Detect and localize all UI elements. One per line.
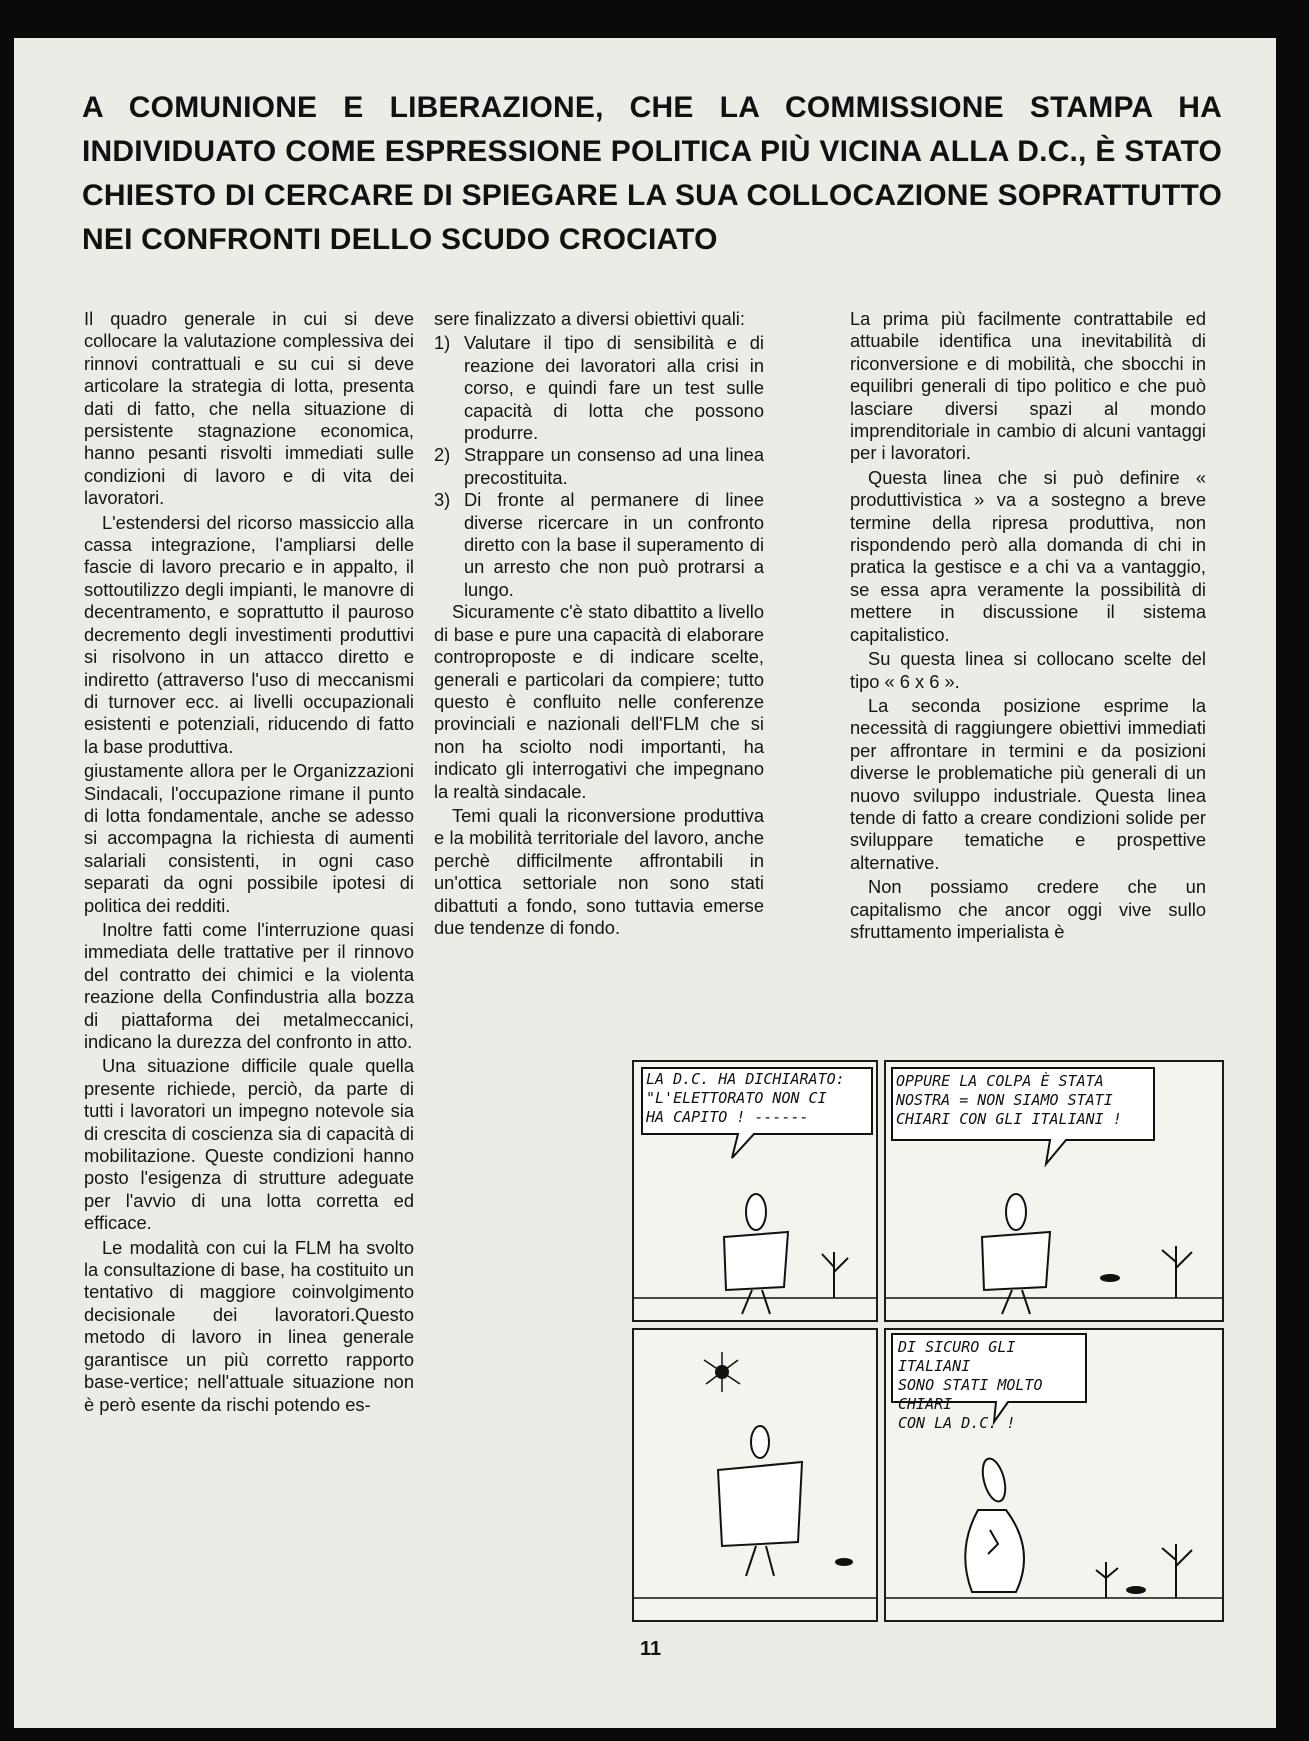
speech-text: HA CAPITO ! ------ xyxy=(646,1108,809,1126)
speech-text: "L'ELETTORATO NON CI xyxy=(646,1089,827,1107)
list-item xyxy=(434,332,764,444)
list-text: Strappare un consenso ad una linea precostituita. xyxy=(464,444,764,488)
speech-text: DI SICURO GLI ITALIANI xyxy=(898,1338,1016,1375)
comic-panel-4 xyxy=(884,1328,1224,1622)
list-item xyxy=(434,489,764,601)
comic-drawing-3 xyxy=(634,1330,876,1620)
paragraph: sere finalizzato a diversi obiettivi quali: xyxy=(434,308,745,329)
paragraph: Le modalità con cui la FLM ha svolto la consultazione di base, ha costituito un tentativo di maggiore coinvolgimento decisionale dei lavoratori.Questo metodo di lavoro in linea generale garantisce un più corretto rapporto base-vertice; nell'attuale situazione non è però esente da rischi potendo es- xyxy=(84,1236,414,1415)
paragraph: Sicuramente c'è stato dibattito a livello di base e pure una capacità di elaborare controproposte e di indicare scelte, generali e particolari da compiere; tutto questo è confluito nelle conferenze provinciali e nazionali dell'FLM che si non ha sciolto nodi importanti, ha indicato gli interrogativi che impegnano la realtà sindacale. xyxy=(434,601,764,802)
paragraph: La seconda posizione esprime la necessità di raggiungere obiettivi immediati per affrontare in termini e da posizioni diverse le problematiche più generali di un nuovo sviluppo industriale. Questa linea tende di fatto a creare condizioni solide per sviluppare tematiche e prospettive alternative. xyxy=(850,694,1206,873)
list-number: 3) xyxy=(434,489,451,511)
list-text: Valutare il tipo di sensibilità e di reazione dei lavoratori alla crisi in corso, e quindi fare un test sulle capacità di lotta che possono produrre. xyxy=(464,332,764,444)
comic-strip xyxy=(632,1060,1222,1620)
paragraph: Il quadro generale in cui si deve collocare la valutazione complessiva dei rinnovi contrattuali e su cui si deve articolare la strategia di lotta, presenta dati di fatto, che nella situazione di persistente stagnazione economica, hanno pesanti risvolti immediati sulle condizioni di lavoro e di vita dei lavoratori. xyxy=(84,308,414,509)
speech-text: OPPURE LA COLPA È STATA xyxy=(896,1072,1104,1090)
objectives-list xyxy=(434,332,764,601)
paragraph: Questa linea che si può definire « produttivistica » va a sostegno a breve termine della ripresa produttiva, non rispondendo però alla domanda di chi in pratica la gestisce e a chi va a vantaggio, se essa apra veramente la possibilità di mettere in discussione il sistema capitalistico. xyxy=(850,466,1206,645)
paragraph: Su questa linea si collocano scelte del tipo « 6 x 6 ». xyxy=(850,648,1206,692)
magazine-page xyxy=(14,38,1276,1728)
paragraph: Inoltre fatti come l'interruzione quasi immediata delle trattative per il rinnovo del contratto dei chimici e la violenta reazione della Confindustria alla bozza di piattaforma dei metalmeccanici, indicano la durezza del confronto in atto. xyxy=(84,918,414,1052)
paragraph: La prima più facilmente contrattabile ed attuabile identifica una inevitabilità di riconversione e di mobilità, che sbocchi in equilibri generali di tipo politico e che può lasciare diversi spazi al mondo imprenditoriale in cambio di alcuni vantaggi per i lavoratori. xyxy=(850,308,1206,464)
comic-panel-3 xyxy=(632,1328,878,1622)
list-text: Di fronte al permanere di linee diverse ricercare in un confronto diretto con la base il superamento di un arresto che non può protrarsi a lungo. xyxy=(464,489,764,600)
comic-panel-2 xyxy=(884,1060,1224,1322)
comic-panel-1 xyxy=(632,1060,878,1322)
paragraph: L'estendersi del ricorso massiccio alla cassa integrazione, l'ampliarsi delle fascie di lavoro precario e in appalto, il sottoutilizzo degli impianti, le manovre di decentramento, e soprattutto il pauroso decremento degli investimenti produttivi si risolvono in un attacco diretto e indiretto (attraverso l'uso di meccanismi di turnover ecc. ai livelli occupazionali esistenti e potenziali, riducendo di fatto la base produttiva. xyxy=(84,511,414,757)
speech-text: CON LA D.C. ! xyxy=(898,1414,1016,1432)
paragraph: Temi quali la riconversione produttiva e la mobilità territoriale del lavoro, anche perchè difficilmente affrontabili in un'ottica settoriale non sono stati dibattuti a fondo, sono tuttavia emerse due tendenze di fondo. xyxy=(434,804,764,938)
speech-text: SONO STATI MOLTO CHIARI xyxy=(898,1376,1043,1413)
paragraph: Una situazione difficile quale quella presente richiede, perciò, da parte di tutti i lavoratori un impegno notevole sia di crescita di coscienza sia di capacità di mobilitazione. Queste condizioni hanno posto l'esigenza di strutture adeguate per l'avvio di una lotta corretta ed efficace. xyxy=(84,1055,414,1234)
speech-text: LA D.C. HA DICHIARATO: xyxy=(646,1070,845,1088)
paragraph: Non possiamo credere che un capitalismo che ancor oggi vive sullo sfruttamento imperialista è xyxy=(850,876,1206,942)
article-column-3 xyxy=(850,308,1206,945)
article-column-1 xyxy=(84,308,414,1418)
list-item xyxy=(434,444,764,489)
headline: A COMUNIONE E LIBERAZIONE, CHE LA COMMISSIONE STAMPA HA INDIVIDUATO COME ESPRESSIONE POLITICA PIÙ VICINA ALLA D.C., È STATO CHIESTO DI CERCARE DI SPIEGARE LA SUA COLLOCAZIONE SOPRATTUTTO NEI CONFRONTI DELLO SCUDO CROCIATO xyxy=(82,91,1222,256)
speech-text: NOSTRA = NON SIAMO STATI xyxy=(896,1091,1113,1109)
list-number: 1) xyxy=(434,332,451,354)
article-column-2 xyxy=(434,308,764,941)
page-number: 11 xyxy=(640,1638,662,1660)
speech-text: CHIARI CON GLI ITALIANI ! xyxy=(896,1110,1122,1128)
list-number: 2) xyxy=(434,444,451,466)
paragraph: giustamente allora per le Organizzazioni Sindacali, l'occupazione rimane il punto di lotta fondamentale, anche se adesso si accompagna la richiesta di aumenti salariali consistenti, in ogni caso separati da ogni possibile ipotesi di politica dei redditi. xyxy=(84,760,414,916)
